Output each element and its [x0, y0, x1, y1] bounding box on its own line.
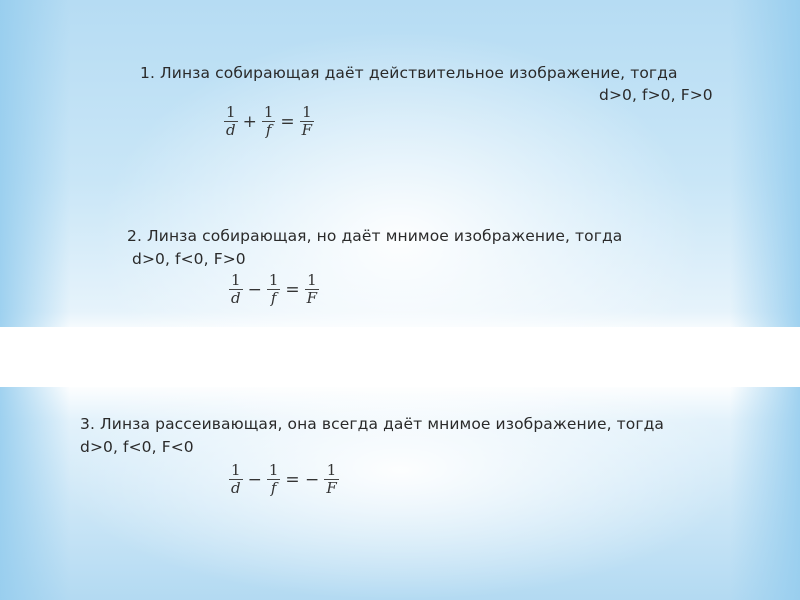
equals-sign: = [280, 111, 295, 132]
denominator: f [270, 289, 277, 308]
denominator: F [326, 479, 337, 498]
left-edge-glow [0, 0, 70, 600]
numerator: 1 [307, 271, 317, 289]
denominator: F [301, 121, 313, 140]
denominator: d [231, 479, 241, 498]
denominator: f [265, 121, 272, 140]
numerator: 1 [226, 103, 236, 121]
fraction-term-2 [262, 104, 276, 139]
numerator: 1 [268, 271, 279, 289]
numerator: 1 [231, 271, 241, 289]
denominator: d [231, 289, 241, 308]
item-1-heading: 1. Линза собирающая даёт действительное изображение, тогда [140, 64, 678, 82]
white-band [0, 327, 800, 387]
fraction-term-1 [224, 104, 238, 139]
operator: − [247, 469, 262, 490]
equals-sign: = [285, 279, 300, 300]
denominator: F [306, 289, 318, 308]
denominator: d [226, 121, 236, 140]
fraction-term-1 [229, 272, 243, 307]
item-2-heading: 2. Линза собирающая, но даёт мнимое изображение, тогда [127, 227, 623, 245]
item-3-heading: 3. Линза рассеивающая, она всегда даёт мнимое изображение, тогда [80, 415, 665, 433]
denominator: f [270, 479, 277, 498]
numerator: 1 [231, 461, 241, 479]
numerator: 1 [302, 103, 312, 121]
fraction-term-3 [300, 104, 314, 139]
numerator: 1 [326, 461, 337, 479]
item-2-formula [226, 272, 322, 307]
operator: + [242, 111, 257, 132]
item-2-condition: d>0, f<0, F>0 [132, 250, 246, 268]
fraction-term-1 [229, 462, 243, 497]
item-1-formula [221, 104, 317, 139]
item-1-condition: d>0, f>0, F>0 [599, 86, 713, 104]
operator: − [247, 279, 262, 300]
fraction-term-2 [267, 272, 281, 307]
fraction-term-2 [267, 462, 281, 497]
fraction-term-3 [305, 272, 319, 307]
fraction-term-3 [324, 462, 338, 497]
item-3-formula [226, 462, 342, 497]
right-edge-glow [730, 0, 800, 600]
numerator: 1 [263, 103, 274, 121]
item-3-condition: d>0, f<0, F<0 [80, 438, 194, 456]
numerator: 1 [268, 461, 279, 479]
equals-sign: = − [285, 469, 320, 490]
